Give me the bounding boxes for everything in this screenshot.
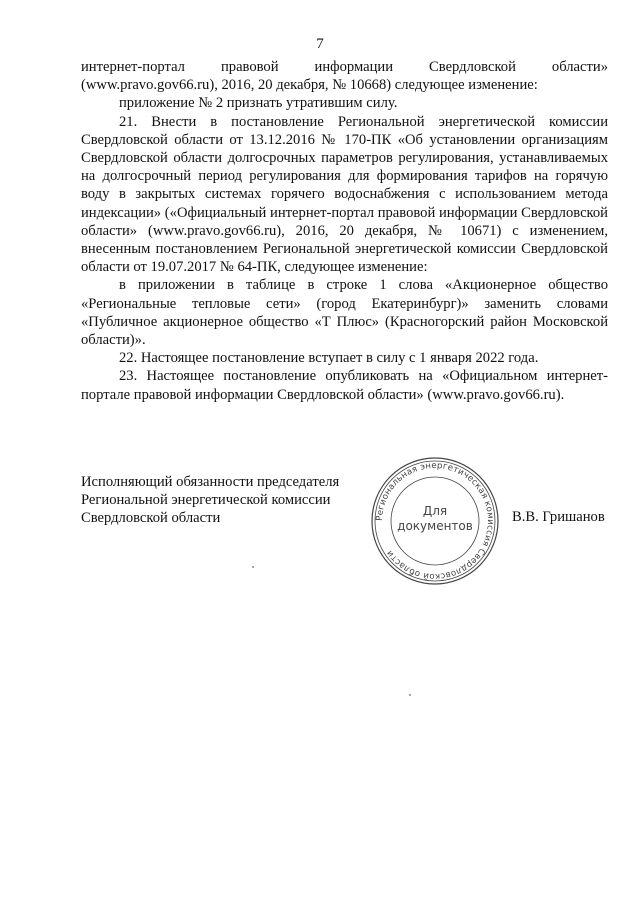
paragraph-item-21: 21. Внести в постановление Региональной энергетической комиссии Свердловской области от 13.12.2016 № 170-ПК «Об установлении организациям Свердловской области долгосрочных параметров регулирования, устанавливаемых на долгосрочный период регулирования для формирования тарифов на горячую воду в закрытых системах горячего водоснабжения с использованием метода индексации» («Официальный интернет-портал правовой информации Свердловской области» (www.pravo.gov66.ru), 2016, 20 декабря, № 10671) с изменением, внесенным постановлением Региональной энергетической комиссии Свердловской области от 19.07.2017 № 64-ПК, следующее изменение: (81, 113, 608, 276)
paragraph-item-21-change: в приложении в таблице в строке 1 слова «Акционерное общество «Региональные тепловые сети» (город Екатеринбург)» заменить словами «Публичное акционерное общество «Т Плюс» (Красногорский район Московской области)». (81, 277, 608, 349)
stamp-center-text-line2: документов (397, 519, 473, 533)
stamp-ring-text: Региональная энергетическая комиссия Свердловской области (374, 460, 496, 582)
official-stamp (369, 455, 501, 587)
paragraph-item-22: 22. Настоящее постановление вступает в силу с 1 января 2022 года. (119, 350, 539, 367)
paragraph-appendix-invalid: приложение № 2 признать утратившим силу. (119, 95, 398, 112)
page-number: 7 (316, 36, 324, 52)
signer-name: В.В. Гришанов (512, 509, 605, 525)
signer-title-line-1: Исполняющий обязанности председателя (81, 474, 340, 490)
paragraph-item-23: 23. Настоящее постановление опубликовать на «Официальном интернет-портале правовой информации Свердловской области» (www.pravo.gov66.ru). (81, 368, 608, 403)
paragraph-continuation: интернет-портал правовой информации Свердловской области» (www.pravo.gov66.ru), 2016, 20 декабря, № 10668) следующее изменение: (81, 59, 608, 94)
scan-speck (409, 694, 411, 696)
document-body (81, 58, 608, 404)
signature-block (81, 473, 381, 528)
scan-speck (252, 566, 254, 568)
stamp-center-text-line1: Для (422, 504, 448, 518)
signer-title-line-2: Региональной энергетической комиссии (81, 492, 331, 509)
signer-title-line-3: Свердловской области (81, 510, 221, 527)
